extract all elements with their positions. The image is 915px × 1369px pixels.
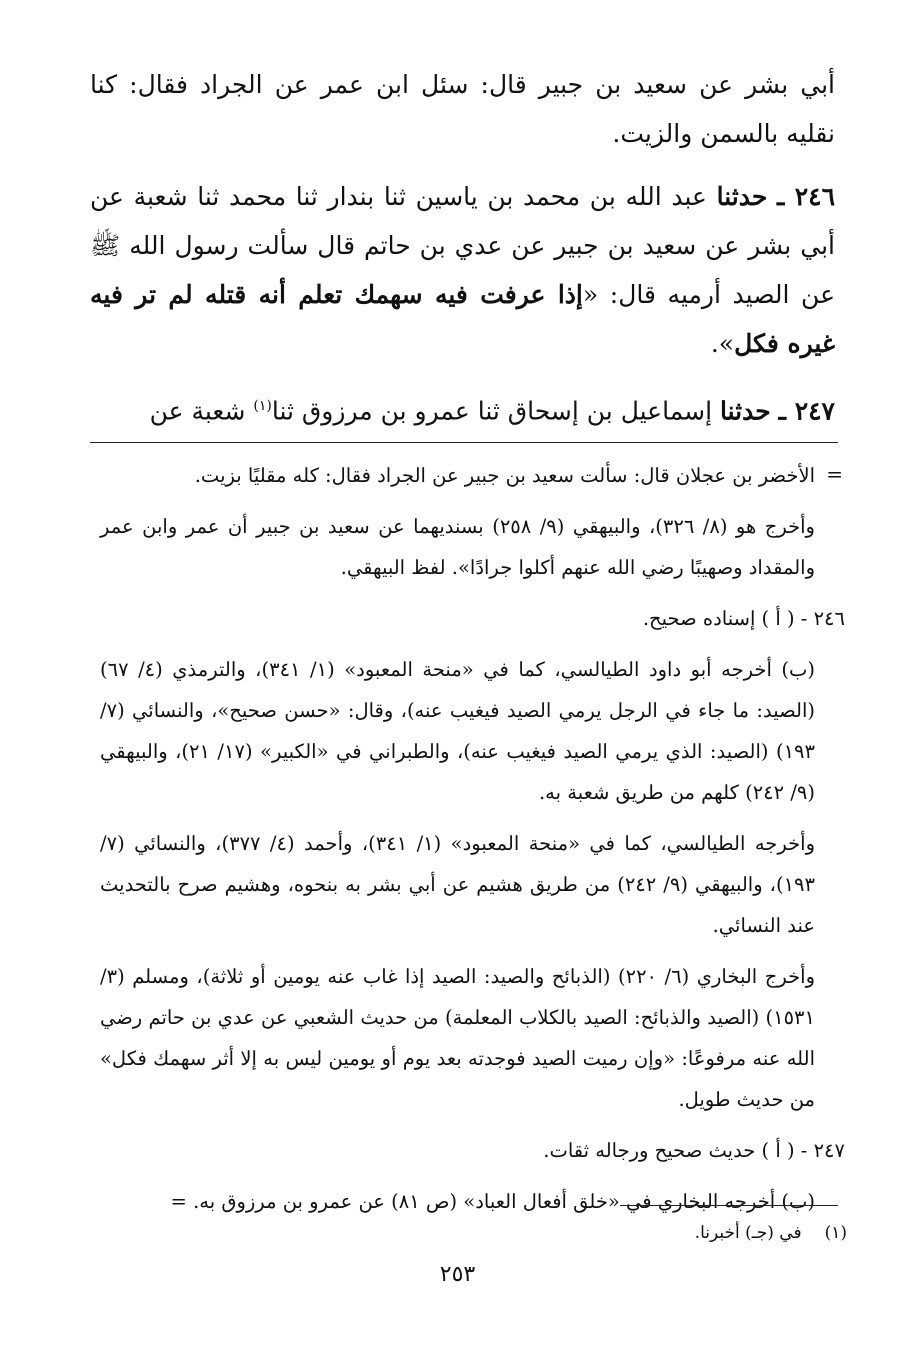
hadith-number: ٢٤٧ ـ: [778, 396, 835, 426]
hadith-247: [90, 382, 835, 435]
main-text: [90, 60, 835, 449]
notes-section: [100, 455, 845, 1232]
note-paragraph: وأخرج البخاري (٦/ ٢٢٠) (الذبائح والصيد: الصيد إذا غاب عنه يومين أو ثلاثة)، ومسلم (٣/ ١٥٣١) (الصيد والذبائح: الصيد بالكلاب المعلمة) من حديث الشعبي عن عدي بن حاتم رضي الله عنه مرفوعًا: «وإن رميت الصيد فوجدته بعد يوم أو يومين ليس به إلا أثر سهمك فكل» من حديث طويل.: [100, 965, 815, 1111]
hadith-number: ٢٤٦ ـ: [776, 182, 836, 211]
note-paragraph: (ب) أخرجه أبو داود الطيالسي، كما في «منحة المعبود» (١/ ٣٤١)، والترمذي (٤/ ٦٧) (الصيد: ما جاء في الرجل يرمي الصيد فيغيب عنه)، وقال: «حسن صحيح»، والنسائي (٧/ ١٩٣) (الصيد: الذي يرمي الصيد فيغيب عنه)، والطبراني في «الكبير» (١٧/ ٢١)، والبيهقي (٩/ ٢٤٢) كلهم من طريق شعبة به.: [100, 658, 815, 804]
footnote-ref[interactable]: (١): [253, 398, 272, 414]
continuation-mark: =: [826, 462, 843, 486]
footnote-rule: [620, 1205, 838, 1206]
note-heading-246: ٢٤٦ - ( أ ) إسناده صحيح.: [642, 607, 845, 630]
footnote-text: في (جـ) أخبرنا.: [694, 1223, 802, 1243]
hadith-matn: إذا عرفت فيه سهمك تعلم أنه قتله لم تر فيه غيره فكل: [90, 280, 835, 358]
paragraph-text: أبي بشر عن سعيد بن جبير قال: سئل ابن عمر عن الجراد فقال: كنا نقليه بالسمن والزيت.: [90, 70, 835, 148]
note-paragraph: وأخرجه الطيالسي، كما في «منحة المعبود» (١/ ٣٤١)، وأحمد (٤/ ٣٧٧)، والنسائي (٧/ ١٩٣)، والبيهقي (٩/ ٢٤٢) من طريق هشيم عن أبي بشر به بنحوه، وهشيم صرح بالتحديث عند النسائي.: [100, 832, 815, 937]
footnote-number: (١): [824, 1223, 847, 1243]
note-heading-247: ٢٤٧ - ( أ ) حديث صحيح ورجاله ثقات.: [543, 1139, 845, 1162]
hadith-lead: حدثنا: [720, 396, 771, 426]
hadith-end: ».: [710, 329, 735, 358]
note-paragraph: (ب) أخرجه البخاري في «خلق أفعال العباد» (ص ٨١) عن عمرو بن مرزوق به. =: [170, 1190, 815, 1213]
note-paragraph: الأخضر بن عجلان قال: سألت سعيد بن جبير عن الجراد فقال: كله مقليًا بزيت.: [194, 464, 815, 487]
page-number: ٢٥٣: [439, 1262, 476, 1287]
hadith-isnad: إسماعيل بن إسحاق ثنا عمرو بن مرزوق ثنا: [271, 396, 713, 426]
note-paragraph: وأخرج هو (٨/ ٣٢٦)، والبيهقي (٩/ ٢٥٨) بسنديهما عن سعيد بن جبير أن عمر وابن عمر والمقداد وصهيبًا رضي الله عنهم أكلوا جرادًا». لفظ البيهقي.: [100, 515, 815, 579]
separator-rule: [90, 442, 838, 443]
hadith-isnad: عبد الله بن محمد بن ياسين ثنا بندار ثنا محمد ثنا شعبة عن أبي بشر عن سعيد بن جبير عن عدي بن حاتم قال سألت رسول الله ﷺ عن الصيد أرميه قال: «: [90, 182, 836, 309]
footnote: [695, 1220, 847, 1246]
hadith-lead: حدثنا: [716, 182, 768, 211]
main-paragraph-1: [90, 60, 835, 158]
hadith-isnad-cont: شعبة عن: [149, 396, 246, 426]
hadith-246: [90, 172, 835, 368]
